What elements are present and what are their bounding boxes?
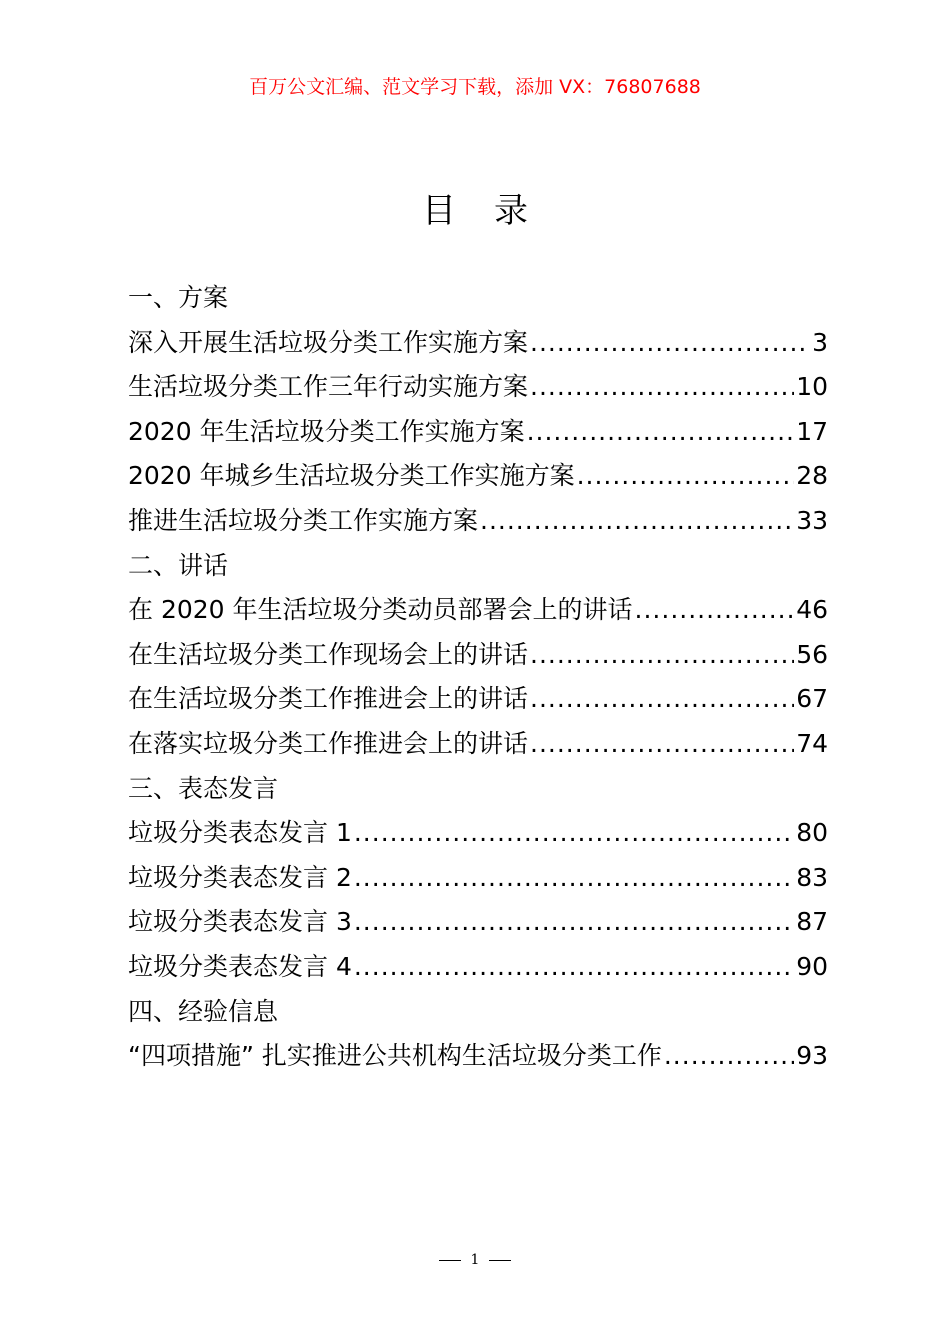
toc-entry-page: 3 xyxy=(812,327,828,357)
toc-entry-page: 17 xyxy=(796,416,828,446)
toc-section-heading: 三、表态发言 xyxy=(128,773,279,803)
toc-entry-page: 74 xyxy=(796,728,828,758)
toc-leader-dots xyxy=(527,410,795,455)
toc-entry[interactable] xyxy=(128,454,828,499)
toc-entry-title: 在 2020 年生活垃圾分类动员部署会上的讲话 xyxy=(128,595,633,625)
toc-entry[interactable] xyxy=(128,365,828,410)
toc-entry-title: 垃圾分类表态发言 2 xyxy=(128,862,352,892)
title-char-2: 录 xyxy=(494,191,528,231)
toc-entry[interactable] xyxy=(128,856,828,901)
toc-leader-dots xyxy=(354,900,794,945)
toc-entry-page: 80 xyxy=(796,818,828,848)
footer-dash-right xyxy=(489,1260,511,1261)
toc-entry-page: 28 xyxy=(796,461,828,491)
toc-entry[interactable] xyxy=(128,321,828,366)
toc-section-heading: 一、方案 xyxy=(128,283,229,312)
toc-entry[interactable] xyxy=(128,1034,828,1079)
toc-entry-page: 90 xyxy=(796,951,828,981)
page-number: 1 xyxy=(470,1252,480,1268)
header-note: 百万公文汇编、范文学习下载，添加 VX：76807688 xyxy=(249,76,701,98)
toc-entry-title: 2020 年城乡生活垃圾分类工作实施方案 xyxy=(128,461,575,491)
toc-leader-dots xyxy=(530,722,794,767)
toc-entry-title: 在落实垃圾分类工作推进会上的讲话 xyxy=(128,728,529,758)
toc-entry-title: 2020 年生活垃圾分类工作实施方案 xyxy=(128,416,525,446)
toc-entry-page: 93 xyxy=(796,1041,828,1071)
toc-leader-dots xyxy=(530,677,794,722)
page-footer xyxy=(0,1252,950,1268)
toc-leader-dots xyxy=(354,811,794,856)
toc-entry-title: 在生活垃圾分类工作推进会上的讲话 xyxy=(128,684,529,714)
toc-entry-page: 33 xyxy=(796,505,828,535)
toc-entry-page: 67 xyxy=(796,684,828,714)
toc-leader-dots xyxy=(635,588,795,633)
title-char-1: 目 xyxy=(422,191,456,231)
toc-entry-title: 生活垃圾分类工作三年行动实施方案 xyxy=(128,372,529,402)
document-title xyxy=(0,183,950,232)
toc-leader-dots xyxy=(354,856,794,901)
toc-section-heading: 二、讲话 xyxy=(128,550,229,580)
toc-section-heading: 四、经验信息 xyxy=(128,996,279,1026)
toc-entry-title: 深入开展生活垃圾分类工作实施方案 xyxy=(128,327,529,357)
toc-leader-dots xyxy=(530,633,794,678)
footer-dash-left xyxy=(439,1260,461,1261)
toc-entry-page: 87 xyxy=(796,907,828,937)
toc-leader-dots xyxy=(530,321,810,366)
toc-entry-title: 垃圾分类表态发言 1 xyxy=(128,818,352,848)
toc-leader-dots xyxy=(530,365,794,410)
toc-leader-dots xyxy=(664,1034,794,1079)
toc-entry-page: 46 xyxy=(796,595,828,625)
toc-entry[interactable] xyxy=(128,410,828,455)
toc-entry[interactable] xyxy=(128,588,828,633)
toc-leader-dots xyxy=(480,499,794,544)
toc-entry-title: “四项措施” 扎实推进公共机构生活垃圾分类工作 xyxy=(128,1041,662,1071)
table-of-contents xyxy=(128,276,828,1079)
toc-entry[interactable] xyxy=(128,722,828,767)
toc-entry-page: 10 xyxy=(796,372,828,402)
toc-entry-title: 在生活垃圾分类工作现场会上的讲话 xyxy=(128,639,529,669)
toc-entry[interactable] xyxy=(128,900,828,945)
toc-entry[interactable] xyxy=(128,677,828,722)
toc-entry[interactable] xyxy=(128,945,828,990)
toc-entry-page: 56 xyxy=(796,639,828,669)
toc-entry-page: 83 xyxy=(796,862,828,892)
toc-entry[interactable] xyxy=(128,499,828,544)
toc-entry-title: 推进生活垃圾分类工作实施方案 xyxy=(128,505,479,535)
toc-entry[interactable] xyxy=(128,811,828,856)
toc-entry-title: 垃圾分类表态发言 3 xyxy=(128,907,352,937)
toc-entry-title: 垃圾分类表态发言 4 xyxy=(128,951,352,981)
toc-leader-dots xyxy=(577,454,795,499)
toc-entry[interactable] xyxy=(128,633,828,678)
toc-leader-dots xyxy=(354,945,794,990)
